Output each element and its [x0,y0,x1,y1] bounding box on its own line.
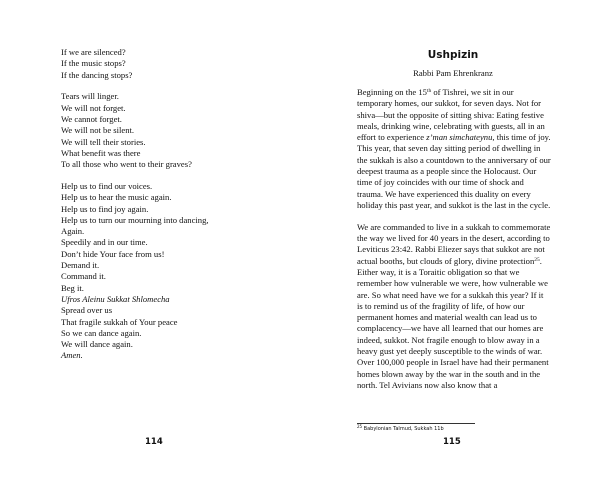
essay-body [357,87,551,402]
poem-stanza [61,181,291,362]
footnote-text: Babylonian Talmud, Sukkah 11b [362,426,444,432]
text-run: , this time of joy. This year, that seven day sitting period of dwelling in the sukkah is also a countdown to the anniversary of our deepest trauma as a people since the Holocaust. Our time of joy coincides with our time of shock and trauma. We have experienced this duality on every holiday this past year, and sukkot is the last in the cycle. [357,132,551,210]
poem-line: If the dancing stops? [61,69,133,80]
poem-line: Help us to find our voices. [61,180,153,191]
poem-line: Don’t hide Your face from us! [61,248,165,259]
poem-line: Command it. [61,271,106,282]
superscript: 25 [534,256,540,263]
text-run: . Either way, it is a Toraitic obligation so that we remember how vulnerable we were, how vulnerable we are. So what need have we for a sukkah this year? If it is to remind us of the fragility of life, of how our permanent homes and material wealth can lead us to complacency—we have all learned that our homes are indeed, sukkot. Not fragile enough to blow away in a heavy gust yet deeply susceptible to the winds of war. Over 100,000 people in Israel have had their permanent homes blown away by the war in the south and in the north. Tel Avivians now also know that a [357,255,549,390]
poem-line: Ufros Aleinu Sukkat Shlomecha [61,293,170,304]
poem-line: What benefit was there [61,147,141,158]
poem-line: Again. [61,226,85,237]
essay-title: Ushpizin [427,49,479,61]
poem-line: If we are silenced? [61,47,126,57]
poem-line: Amen. [61,350,83,361]
poem-line: Speedily and in our time. [61,237,148,248]
poem-line: Help us to find joy again. [61,203,149,214]
poem-line: That fragile sukkah of Your peace [61,316,178,327]
text-run: of Tishrei, we sit in our temporary homes, our sukkot, for seven days. Not for shiva—but the opposite of sitting shiva: Eating festive meals, drinking wine, celebrating with guests, all in an effort to experience [357,87,545,143]
poem-line: We will not be silent. [61,125,135,136]
footnote [357,426,444,432]
poem [61,47,291,372]
poem-line: If the music stops? [61,58,126,69]
page-number-left: 114 [145,437,163,447]
page-number-right: 115 [443,437,461,447]
italic-text: z’man simchateynu [426,132,493,143]
poem-line: To all those who went to their graves? [61,159,192,170]
poem-line: We will not forget. [61,102,126,113]
essay-paragraph-2 [357,222,551,391]
footnote-divider [357,423,475,424]
poem-line: Demand it. [61,260,100,271]
poem-line: Help us to hear the music again. [61,192,172,203]
superscript: th [426,88,432,94]
text-run: We are commanded to live in a sukkah to commemorate the way we lived for 40 years in the desert, according to Leviticus 23:42. Rabbi Eliezer says that sukkot are not actual booths, but clouds of glory, divine protection [357,221,551,266]
author-byline: Rabbi Pam Ehrenkranz [413,68,493,78]
text-run: Beginning on the 15 [357,87,427,97]
poem-line: Beg it. [61,282,84,293]
poem-line: We cannot forget. [61,113,122,124]
poem-line: Spread over us [61,305,113,316]
poem-line: Tears will linger. [61,91,119,102]
poem-stanza [61,91,291,170]
essay-paragraph-1 [357,87,551,211]
poem-line: We will dance again. [61,339,133,350]
right-page [300,0,600,480]
poem-line: Help us to turn our mourning into dancing, [61,214,209,225]
poem-stanza [61,47,291,81]
footnote-marker: 25 [357,424,363,429]
poem-line: We will tell their stories. [61,136,146,147]
poem-line: So we can dance again. [61,327,142,338]
